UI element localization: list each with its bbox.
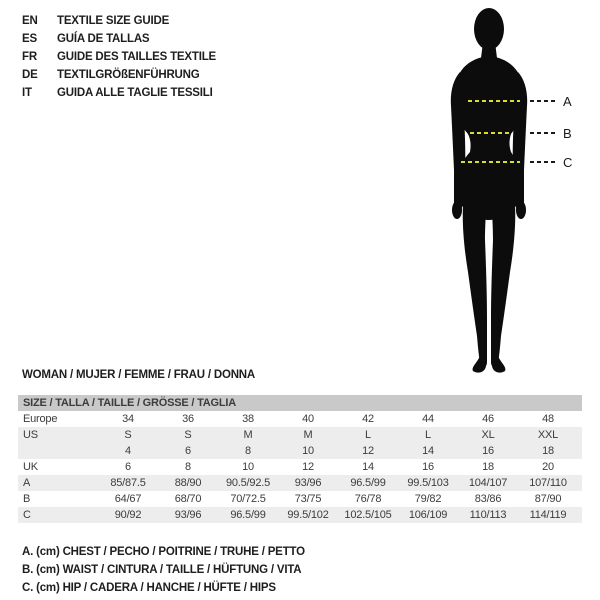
table-row-europe [18,411,582,427]
size-cell: 14 [422,445,434,457]
woman-silhouette [440,4,545,376]
size-cell: 16 [482,445,494,457]
size-cell: 46 [482,413,494,425]
size-cell: 36 [182,413,194,425]
table-row-a-chest [18,475,582,491]
note-hip: C. (cm) HIP / CADERA / HANCHE / HÜFTE / HIPS [22,582,276,594]
size-cell: XL [481,429,495,441]
size-cell: L [365,429,371,441]
chest-lead-dash [530,100,556,102]
size-cell: 48 [542,413,554,425]
language-title: GUÍA DE TALLAS [57,33,150,45]
size-cell: 83/86 [474,493,502,505]
language-item-it [22,84,216,102]
marker-b-label: B [563,126,572,141]
hip-measure-line [461,161,556,163]
note-chest: A. (cm) CHEST / PECHO / POITRINE / TRUHE / PETTO [22,546,305,558]
silhouette-right-leg [491,204,515,367]
size-cell: XXL [537,429,559,441]
size-cell: 87/90 [534,493,562,505]
language-item-fr [22,48,216,66]
size-cell: 96.5/99 [230,509,266,521]
language-title: GUIDA ALLE TAGLIE TESSILI [57,87,213,99]
size-cell: 96.5/99 [350,477,386,489]
size-cell: S [124,429,132,441]
size-cell: 18 [542,445,554,457]
size-cell: 16 [422,461,434,473]
row-label: Europe [23,413,58,425]
language-code: FR [22,51,37,63]
table-row-us-numeric [18,443,582,459]
size-cell: 99.5/102 [287,509,329,521]
table-row-us-letter [18,427,582,443]
size-cell: 90/92 [114,509,142,521]
size-cell: 106/109 [408,509,448,521]
waist-lead-dash [530,132,556,134]
size-cell: 76/78 [354,493,382,505]
silhouette-left-arm [451,72,465,213]
size-cell: 110/113 [469,509,507,521]
language-item-en [22,12,216,30]
size-cell: 12 [302,461,314,473]
marker-a-label: A [563,94,572,109]
size-cell: 90.5/92.5 [225,477,271,489]
size-cell: 73/75 [294,493,322,505]
measurement-notes [22,543,305,597]
row-label: US [23,429,38,441]
size-cell: 34 [122,413,134,425]
size-cell: 107/110 [529,477,567,489]
size-cell: 6 [125,461,131,473]
silhouette-right-foot [492,356,505,373]
waist-body-dash [470,132,512,134]
table-row-c-hip [18,507,582,523]
row-label: C [23,509,31,521]
size-cell: 99.5/103 [407,477,449,489]
hip-lead-dash [530,161,556,163]
size-cell: 102.5/105 [344,509,392,521]
size-cell: 4 [125,445,131,457]
size-cell: 6 [185,445,191,457]
silhouette-left-hand [452,201,462,219]
size-cell: 42 [362,413,374,425]
size-cell: 88/90 [174,477,202,489]
language-code: DE [22,69,38,81]
size-cell: 104/107 [468,477,508,489]
size-cell: 68/70 [174,493,202,505]
chest-measure-line [468,100,556,102]
row-label: B [23,493,31,505]
size-cell: 18 [482,461,494,473]
silhouette-right-hand [516,201,526,219]
language-title: GUIDE DES TAILLES TEXTILE [57,51,216,63]
table-row-b-waist [18,491,582,507]
section-title-woman: WOMAN / MUJER / FEMME / FRAU / DONNA [22,369,256,381]
size-cell: 85/87.5 [110,477,146,489]
size-cell: 40 [302,413,314,425]
language-list [22,12,216,102]
language-title: TEXTILGRÖßENFÜHRUNG [57,69,200,81]
language-item-de [22,66,216,84]
row-label: A [23,477,31,489]
size-cell: L [425,429,431,441]
size-cell: 8 [185,461,191,473]
size-cell: 64/67 [114,493,142,505]
size-cell: 114/119 [529,509,567,521]
size-table [18,395,582,523]
size-cell: 44 [422,413,434,425]
size-cell: 93/96 [294,477,322,489]
size-cell: 12 [362,445,374,457]
language-item-es [22,30,216,48]
size-cell: 8 [245,445,251,457]
row-label: UK [23,461,38,473]
silhouette-right-arm [513,72,527,213]
size-cell: 79/82 [414,493,442,505]
size-cell: 38 [242,413,254,425]
size-cell: M [303,429,313,441]
language-code: EN [22,15,38,27]
size-cell: 10 [302,445,314,457]
hip-body-dash [461,161,520,163]
size-cell: 20 [542,461,554,473]
language-code: ES [22,33,37,45]
marker-c-label: C [563,155,573,170]
size-cell: S [184,429,192,441]
language-code: IT [22,87,32,99]
chest-body-dash [468,100,520,102]
silhouette-left-foot [473,356,486,373]
table-row-uk [18,459,582,475]
size-cell: 10 [242,461,254,473]
waist-measure-line [470,132,556,134]
size-cell: 93/96 [174,509,202,521]
silhouette-left-leg [463,204,487,367]
note-waist: B. (cm) WAIST / CINTURA / TAILLE / HÜFTUNG / VITA [22,564,302,576]
size-table-header: SIZE / TALLA / TAILLE / GRÖSSE / TAGLIA [18,395,582,411]
size-cell: M [243,429,253,441]
size-cell: 70/72.5 [230,493,266,505]
language-title: TEXTILE SIZE GUIDE [57,15,170,27]
size-cell: 14 [362,461,374,473]
